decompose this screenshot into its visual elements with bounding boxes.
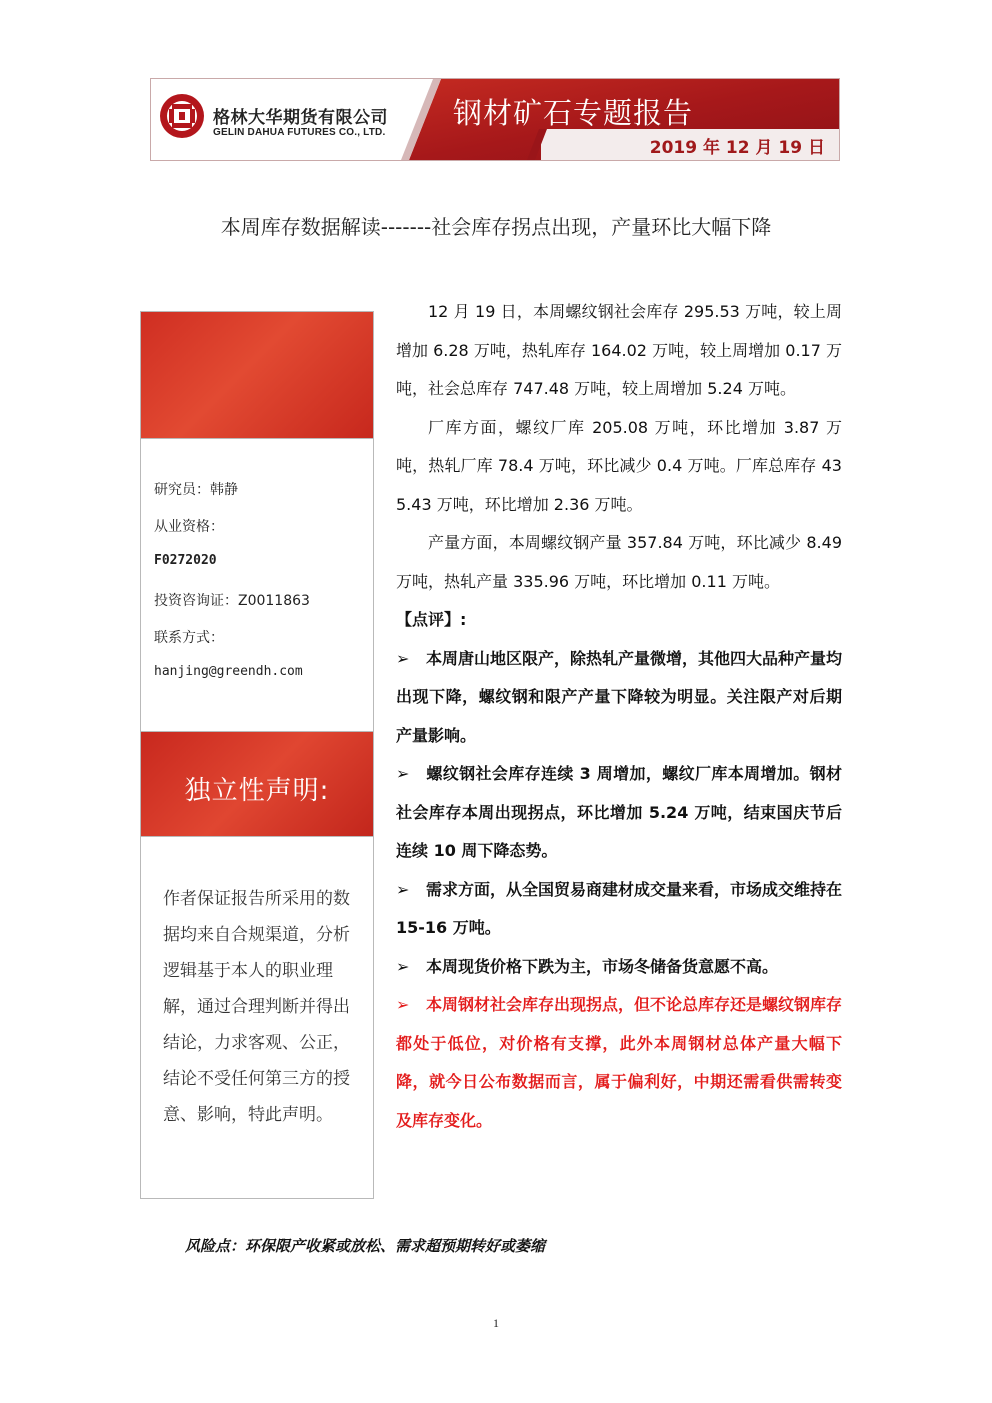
report-date: 2019 年 12 月 19 日 bbox=[649, 138, 825, 158]
declaration-header bbox=[140, 731, 374, 837]
review-bullet bbox=[396, 871, 842, 948]
review-bullet-highlight bbox=[396, 986, 842, 1140]
review-bullet bbox=[396, 640, 842, 756]
risk-note: 风险点：环保限产收紧或放松、需求超预期转好或萎缩 bbox=[185, 1237, 546, 1255]
qualification-number: F0272020 bbox=[154, 553, 217, 568]
review-heading: 【点评】: bbox=[396, 610, 467, 629]
review-bullet-text: 本周唐山地区限产，除热轧产量微增，其他四大品种产量均出现下降，螺纹钢和限产产量下降较为明显。关注限产对后期产量影响。 bbox=[396, 648, 843, 745]
arrow-bullet-icon: ➢ bbox=[396, 764, 410, 783]
main-content bbox=[396, 293, 842, 1140]
declaration-box bbox=[140, 837, 374, 1199]
review-bullet-text: 需求方面，从全国贸易商建材成交量来看，市场成交维持在 15-16 万吨。 bbox=[396, 879, 843, 937]
review-bullet bbox=[396, 755, 842, 871]
contact-email[interactable]: hanjing@greendh.com bbox=[154, 664, 303, 679]
company-name-cn: 格林大华期货有限公司 bbox=[213, 108, 388, 128]
consult-certificate: 投资咨询证：Z0011863 bbox=[154, 593, 310, 609]
arrow-bullet-icon: ➢ bbox=[396, 956, 410, 976]
header-banner bbox=[150, 78, 840, 161]
review-bullet bbox=[396, 948, 842, 987]
researcher-name: 研究员：韩静 bbox=[154, 482, 238, 498]
paragraph-factory-inventory: 厂库方面，螺纹厂库 205.08 万吨，环比增加 3.87 万吨，热轧厂库 78.4 万吨，环比减少 0.4 万吨。厂库总库存 435.43 万吨，环比增加 2.36 万吨。 bbox=[396, 417, 842, 514]
review-bullet-text: 本周现货价格下跌为主，市场冬储备货意愿不高。 bbox=[426, 956, 779, 976]
sidebar-color-block bbox=[140, 311, 374, 439]
report-title: 钢材矿石专题报告 bbox=[453, 96, 694, 130]
review-bullet-text: 本周钢材社会库存出现拐点，但不论总库存还是螺纹钢库存都处于低位，对价格有支撑，此外本周钢材总体产量大幅下降，就今日公布数据而言，属于偏利好，中期还需看供需转变及库存变化。 bbox=[396, 995, 843, 1130]
report-headline: 本周库存数据解读-------社会库存拐点出现，产量环比大幅下降 bbox=[220, 215, 772, 239]
company-name-en: GELIN DAHUA FUTURES CO., LTD. bbox=[213, 127, 386, 138]
declaration-text: 作者保证报告所采用的数据均来自合规渠道，分析逻辑基于本人的职业理解，通过合理判断并得出结论，力求客观、公正，结论不受任何第三方的授意、影响，特此声明。 bbox=[163, 889, 350, 1125]
company-logo-icon bbox=[159, 93, 205, 139]
page-number: 1 bbox=[493, 1316, 499, 1330]
arrow-bullet-icon: ➢ bbox=[396, 995, 410, 1014]
paragraph-production: 产量方面，本周螺纹钢产量 357.84 万吨，环比减少 8.49 万吨，热轧产量 335.96 万吨，环比增加 0.11 万吨。 bbox=[396, 533, 842, 591]
paragraph-social-inventory: 12 月 19 日，本周螺纹钢社会库存 295.53 万吨，较上周增加 6.28 万吨，热轧库存 164.02 万吨，较上周增加 0.17 万吨，社会总库存 747.48 万吨，较上周增加 5.24 万吨。 bbox=[396, 302, 842, 398]
contact-label: 联系方式： bbox=[154, 630, 224, 646]
arrow-bullet-icon: ➢ bbox=[396, 879, 410, 899]
researcher-info bbox=[140, 439, 374, 731]
review-bullet-text: 螺纹钢社会库存连续 3 周增加，螺纹厂库本周增加。钢材社会库存本周出现拐点，环比增加 5.24 万吨，结束国庆节后连续 10 周下降态势。 bbox=[396, 764, 842, 860]
declaration-title: 独立性声明: bbox=[184, 776, 330, 806]
qualification-label: 从业资格： bbox=[154, 519, 224, 535]
arrow-bullet-icon: ➢ bbox=[396, 648, 410, 668]
